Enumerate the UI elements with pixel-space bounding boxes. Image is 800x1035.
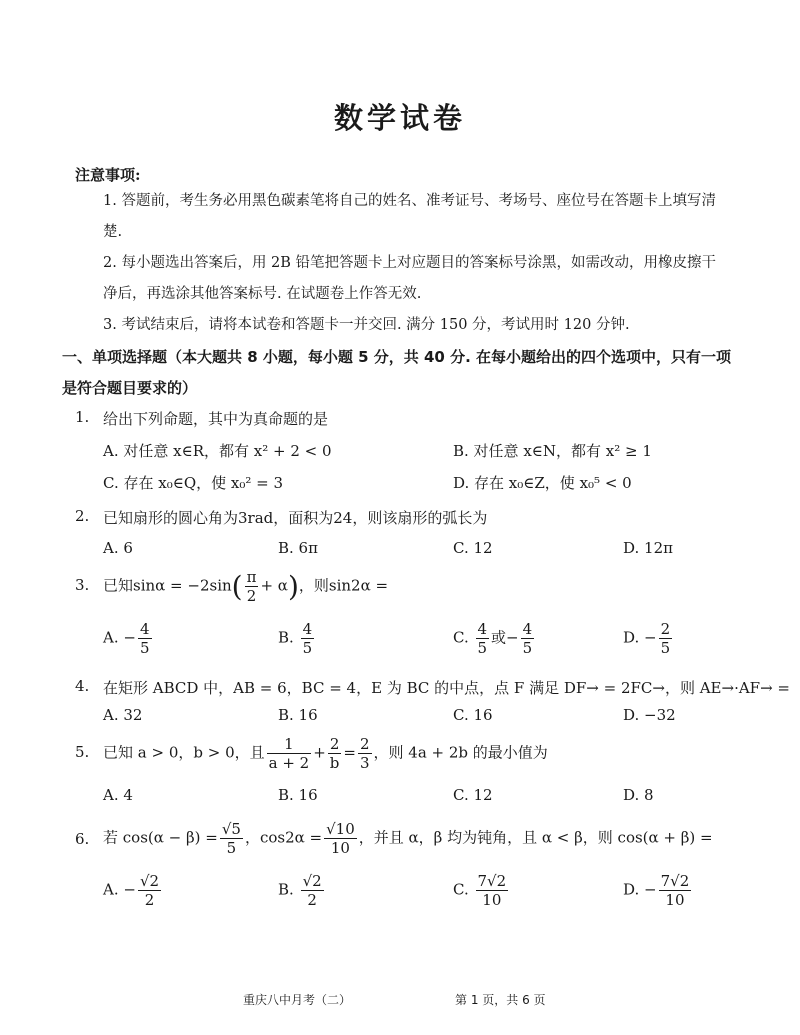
option-b: B. 6π [278, 539, 318, 557]
fraction [476, 620, 490, 657]
option-a: A. 对任意 x∈R，都有 x² + 2 < 0 [103, 442, 332, 460]
fraction-2 [328, 735, 342, 772]
notice-item-2 [75, 248, 725, 310]
fraction [659, 620, 673, 657]
option-b: B. 16 [278, 706, 318, 724]
question-number: 6. [75, 830, 90, 848]
paren-close: ) [287, 570, 299, 603]
option-label: C. [453, 628, 469, 647]
option-d: D. 12π [623, 539, 673, 557]
question-stem [103, 568, 388, 605]
option-sign: − [644, 628, 657, 647]
denominator: a + 2 [268, 754, 310, 772]
fraction [138, 620, 152, 657]
option-sign: − [123, 880, 136, 899]
question-3 [75, 568, 735, 604]
equals-sign: = [343, 743, 356, 762]
question-1-options-row-2 [103, 472, 723, 498]
option-d: D. 8 [623, 786, 654, 804]
denominator: 5 [660, 639, 671, 657]
question-5 [75, 735, 735, 775]
question-number: 3. [75, 576, 90, 594]
option-label: B. [278, 880, 294, 899]
footer-page-number: 第 1 页，共 6 页 [455, 993, 546, 1007]
denominator: 2 [307, 891, 317, 909]
option-sign: − [123, 628, 136, 647]
numerator: 2 [660, 620, 671, 638]
option-sign: − [644, 880, 657, 899]
option-b [278, 620, 316, 657]
numerator: 7√2 [477, 872, 507, 890]
denominator: 5 [477, 639, 488, 657]
question-number: 2. [75, 507, 90, 525]
fraction [476, 872, 509, 909]
option-d [623, 872, 693, 909]
question-5-options [103, 786, 723, 812]
option-label: A. [103, 628, 119, 647]
fraction [301, 620, 315, 657]
option-c [453, 620, 536, 657]
notice-item-1 [75, 186, 725, 248]
numerator: 7√2 [660, 872, 690, 890]
question-1-options-row-1 [103, 440, 723, 466]
option-c [453, 872, 510, 909]
numerator: π [246, 568, 257, 586]
option-b: B. 16 [278, 786, 318, 804]
question-3-options [103, 620, 723, 660]
numerator: 4 [477, 620, 488, 638]
footer-exam-name: 重庆八中月考（二） [243, 993, 352, 1007]
denominator: 5 [302, 639, 313, 657]
question-6 [75, 820, 735, 860]
stem-part-b: ，则sin2α = [298, 576, 389, 595]
numerator: √5 [221, 820, 241, 838]
denominator: 10 [330, 839, 350, 857]
denominator: 5 [522, 639, 533, 657]
question-2-options [103, 539, 723, 565]
numerator: 1 [267, 735, 312, 754]
notice-item-3-text: 3. 考试结束后，请将本试卷和答题卡一并交回. 满分 150 分，考试用时 120 分钟. [103, 317, 630, 333]
fraction [301, 872, 324, 909]
stem-part-mid: ，cos2α = [244, 828, 323, 847]
stem-part-a: 若 cos(α − β) = [103, 828, 218, 847]
option-label: D. [623, 628, 640, 647]
section-1-heading: 一、单项选择题（本大题共 8 小题，每小题 5 分，共 40 分. 在每小题给出的四个选项中，只有一项是符合题目要求的） [62, 348, 732, 397]
fraction [659, 872, 692, 909]
option-a [103, 620, 154, 657]
denominator: 10 [665, 891, 685, 909]
option-b [278, 872, 326, 909]
notice-item-3 [75, 310, 725, 341]
denominator: 2 [246, 587, 257, 605]
option-label: D. [623, 880, 640, 899]
fraction [245, 568, 259, 605]
option-label: B. [278, 628, 294, 647]
stem-part-b: ，并且 α，β 均为钝角，且 α < β，则 cos(α + β) = [358, 828, 713, 847]
plus-alpha: + α [260, 576, 288, 595]
fraction [138, 872, 161, 909]
question-number: 1. [75, 408, 90, 426]
notice-item-2-text: 2. 每小题选出答案后，用 2B 铅笔把答题卡上对应题目的答案标号涂黑，如需改动，用橡皮擦干净后，再选涂其他答案标号. 在试题卷上作答无效. [103, 255, 717, 302]
question-4-options [103, 706, 723, 732]
option-d: D. 存在 x₀∈Z，使 x₀⁵ < 0 [453, 474, 632, 492]
option-a: A. 32 [103, 706, 143, 724]
denominator: 10 [482, 891, 502, 909]
option-c: C. 16 [453, 706, 493, 724]
option-c: C. 12 [453, 786, 493, 804]
question-stem [103, 735, 548, 772]
option-b: B. 对任意 x∈N，都有 x² ≥ 1 [453, 442, 652, 460]
fraction-1 [220, 820, 243, 857]
question-stem: 给出下列命题，其中为真命题的是 [103, 410, 329, 428]
paren-open: ( [231, 570, 243, 603]
option-d: D. −32 [623, 706, 676, 724]
numerator: √10 [326, 820, 355, 838]
stem-part-a: 已知sinα = −2sin [103, 576, 232, 595]
numerator: 2 [328, 735, 342, 754]
notice-item-1-text: 1. 答题前，考生务必用黑色碳素笔将自己的姓名、准考证号、考场号、座位号在答题卡上填写清楚. [103, 193, 716, 240]
numerator: √2 [302, 872, 322, 890]
fraction-2 [324, 820, 357, 857]
numerator: 4 [139, 620, 150, 638]
option-or: 或− [491, 628, 519, 647]
fraction-3 [358, 735, 372, 772]
page-title: 数学试卷 [333, 101, 466, 135]
stem-part-a: 已知 a > 0，b > 0，且 [103, 743, 265, 762]
option-label: C. [453, 880, 469, 899]
option-c: C. 存在 x₀∈Q，使 x₀² = 3 [103, 474, 284, 492]
numerator: 2 [359, 735, 370, 753]
option-c: C. 12 [453, 539, 493, 557]
denominator: 5 [139, 639, 150, 657]
numerator: 4 [302, 620, 313, 638]
stem-part-b: ，则 4a + 2b 的最小值为 [373, 743, 548, 762]
option-a: A. 4 [103, 786, 133, 804]
denominator: 5 [226, 839, 237, 857]
question-number: 4. [75, 677, 90, 695]
question-stem: 已知扇形的圆心角为3rad，面积为24，则该扇形的弧长为 [103, 509, 488, 527]
numerator: 4 [522, 620, 533, 638]
fraction-2 [521, 620, 535, 657]
notice-heading: 注意事项: [75, 166, 141, 184]
numerator: √2 [139, 872, 160, 890]
denominator: 3 [359, 754, 370, 772]
option-label: A. [103, 880, 119, 899]
question-number: 5. [75, 743, 90, 761]
plus-sign: + [313, 743, 326, 762]
option-d [623, 620, 674, 657]
option-a [103, 872, 163, 909]
question-stem [103, 820, 713, 857]
question-stem: 在矩形 ABCD 中，AB = 6，BC = 4，E 为 BC 的中点，点 F 满足 DF→ = 2FC→，则 AE→·AF→ = [103, 679, 790, 697]
denominator: b [329, 754, 340, 772]
denominator: 2 [144, 891, 155, 909]
fraction-1 [267, 735, 312, 772]
question-6-options [103, 872, 723, 912]
option-a: A. 6 [103, 539, 133, 557]
